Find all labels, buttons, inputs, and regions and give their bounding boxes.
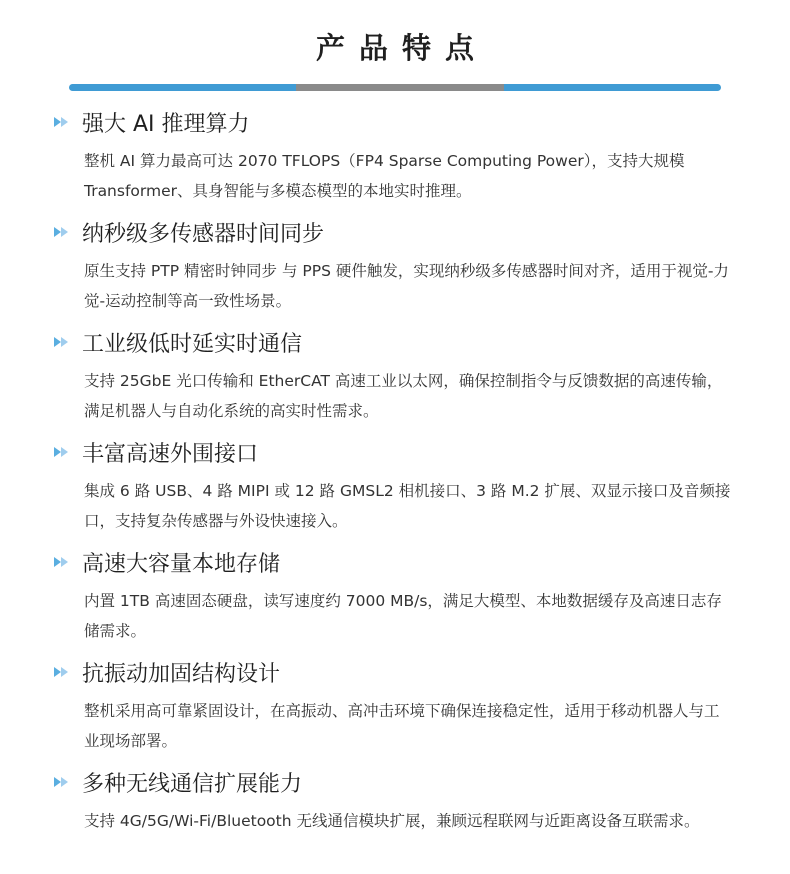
feature-title: 丰富高速外围接口 [82,441,259,467]
feature-description: 支持 4G/5G/Wi-Fi/Bluetooth 无线通信模块扩展，兼顾远程联网与近距离设备互联需求。 [84,812,700,830]
underline-segment-left [69,84,296,91]
feature-description: 内置 1TB 高速固态硬盘，读写速度约 7000 MB/s，满足大模型、本地数据缓存及高速日志存储需求。 [84,592,722,640]
feature-title: 高速大容量本地存储 [82,551,281,577]
feature-title: 多种无线通信扩展能力 [82,771,303,797]
feature-item [0,434,790,544]
feature-heading [52,214,324,250]
feature-title: 强大 AI 推理算力 [82,111,250,137]
title-underline-bar [69,84,721,91]
feature-title: 纳秒级多传感器时间同步 [82,221,325,247]
feature-heading [52,434,258,470]
feature-item [0,214,790,324]
feature-description: 集成 6 路 USB、4 路 MIPI 或 12 路 GMSL2 相机接口、3 路 M.2 扩展、双显示接口及音频接口，支持复杂传感器与外设快速接入。 [84,482,731,530]
double-arrow-right-icon [52,775,72,789]
feature-description: 整机 AI 算力最高可达 2070 TFLOPS（FP4 Sparse Computing Power），支持大规模 Transformer、具身智能与多模态模型的本地实时推理。 [84,152,685,200]
feature-title: 抗振动加固结构设计 [82,661,281,687]
feature-item [0,654,790,764]
feature-item [0,104,790,214]
feature-item [0,544,790,654]
feature-description: 原生支持 PTP 精密时钟同步 与 PPS 硬件触发，实现纳秒级多传感器时间对齐，适用于视觉-力觉-运动控制等高一致性场景。 [84,262,729,310]
double-arrow-right-icon [52,665,72,679]
underline-segment-right [504,84,721,91]
double-arrow-right-icon [52,115,72,129]
double-arrow-right-icon [52,555,72,569]
feature-heading [52,764,302,800]
page-title: 产品特点 [315,31,488,65]
feature-item [0,764,790,874]
double-arrow-right-icon [52,225,72,239]
feature-description: 支持 25GbE 光口传输和 EtherCAT 高速工业以太网，确保控制指令与反馈数据的高速传输，满足机器人与自动化系统的高实时性需求。 [84,372,723,420]
double-arrow-right-icon [52,335,72,349]
feature-title: 工业级低时延实时通信 [82,331,303,357]
feature-heading [52,654,280,690]
underline-segment-middle [296,84,504,91]
feature-item [0,324,790,434]
feature-description: 整机采用高可靠紧固设计，在高振动、高冲击环境下确保连接稳定性，适用于移动机器人与工业现场部署。 [84,702,720,750]
feature-heading [52,104,250,140]
double-arrow-right-icon [52,445,72,459]
feature-heading [52,324,302,360]
feature-heading [52,544,280,580]
feature-list [0,104,790,874]
